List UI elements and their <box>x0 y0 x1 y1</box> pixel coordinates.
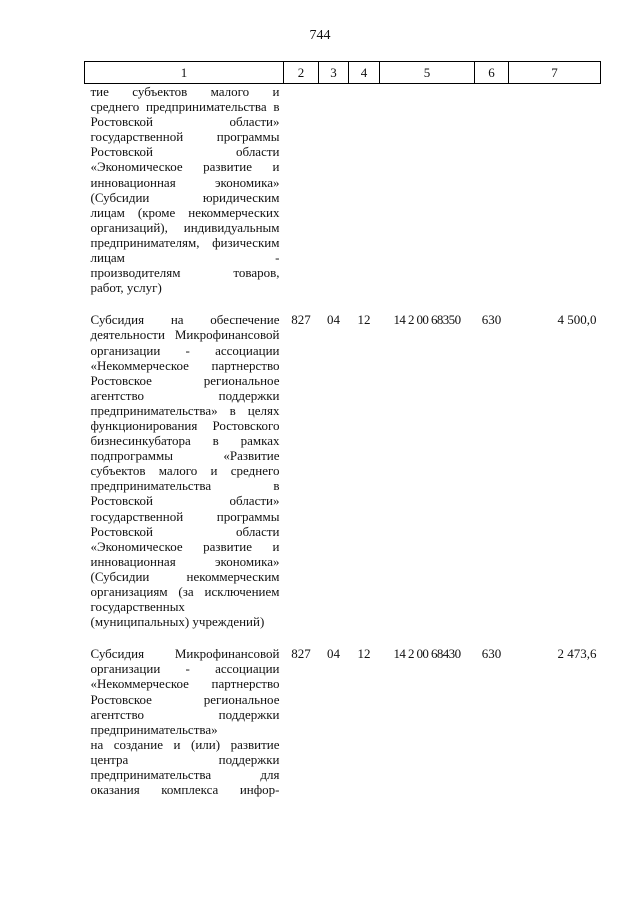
row-description <box>85 312 284 646</box>
column-header-5: 5 <box>380 62 475 84</box>
description-line: (Субсидии юридическим <box>90 189 280 205</box>
expense-type-code: 630 <box>481 646 502 662</box>
table-row <box>85 84 601 313</box>
column-header-2: 2 <box>284 62 319 84</box>
description-line: Ростовской области «Экономическое развитие и инновационная экономика» <box>90 144 280 190</box>
target-article-code: 14 2 00 68350 <box>393 312 461 328</box>
column-header-4: 4 <box>349 62 380 84</box>
table-row <box>85 646 601 797</box>
row-description <box>85 646 284 797</box>
description-line: предпринимательства для <box>90 767 280 783</box>
table-row <box>85 312 601 646</box>
description-line: (Субсидии некоммерческим <box>90 568 280 584</box>
description-line: оказания комплекса инфор- <box>90 782 280 798</box>
description-line: среднего предпринимательства в Ростовской области» <box>90 99 280 130</box>
ministry-code: 827 <box>291 646 311 662</box>
ministry-code <box>284 84 319 313</box>
description-line: на создание и (или) развитие центра поддержки <box>90 736 280 767</box>
subsection-code <box>349 84 380 313</box>
column-header-3: 3 <box>319 62 349 84</box>
expense-type-code: 630 <box>481 312 502 328</box>
section-code <box>319 84 349 313</box>
amount: 2 473,6 <box>557 646 597 662</box>
section-code: 04 <box>327 646 340 662</box>
description-line: государственной программы <box>90 129 280 145</box>
target-article-code <box>380 84 475 313</box>
description-line: производителям товаров, <box>90 265 280 281</box>
description-line: организациям (за исключением государственных (муниципальных) учреждений) <box>90 584 280 630</box>
column-header-1: 1 <box>85 62 284 84</box>
amount: 4 500,0 <box>557 312 597 328</box>
description-line: работ, услуг) <box>90 280 162 296</box>
row-description <box>85 84 284 313</box>
subsection-code: 12 <box>357 646 371 662</box>
description-line: тие субъектов малого и <box>90 84 280 99</box>
column-header-7: 7 <box>509 62 601 84</box>
section-code: 04 <box>327 312 340 328</box>
description-line: Субсидия на обеспечение <box>90 312 280 328</box>
header-row <box>85 62 601 84</box>
ministry-code: 827 <box>291 312 311 328</box>
page-number: 744 <box>309 28 331 43</box>
budget-table <box>84 61 601 797</box>
target-article-code: 14 2 00 68430 <box>393 646 461 662</box>
description-line: Субсидия Микрофинансовой организации - ассоциации «Некоммерческое партнерство Ростовское региональное агентство поддержки предпринимательства» <box>90 646 280 737</box>
amount <box>509 84 601 313</box>
subsection-code: 12 <box>357 312 371 328</box>
column-header-6: 6 <box>475 62 509 84</box>
description-line: деятельности Микрофинансовой организации - ассоциации «Некоммерческое партнерство Ростовское региональное агентство поддержки предпринимательства» в целях функционирования Ростовского бизнесинкубатора в рамках подпрограммы «Развитие субъектов малого и среднего предпринимательства в Ростовской области» государственной программы Ростовской области «Экономическое развитие и инновационная экономика» <box>90 327 280 569</box>
expense-type-code <box>475 84 509 313</box>
description-line: лицам (кроме некоммерческих организаций), индивидуальным предпринимателям, физическим лицам - <box>90 204 280 266</box>
